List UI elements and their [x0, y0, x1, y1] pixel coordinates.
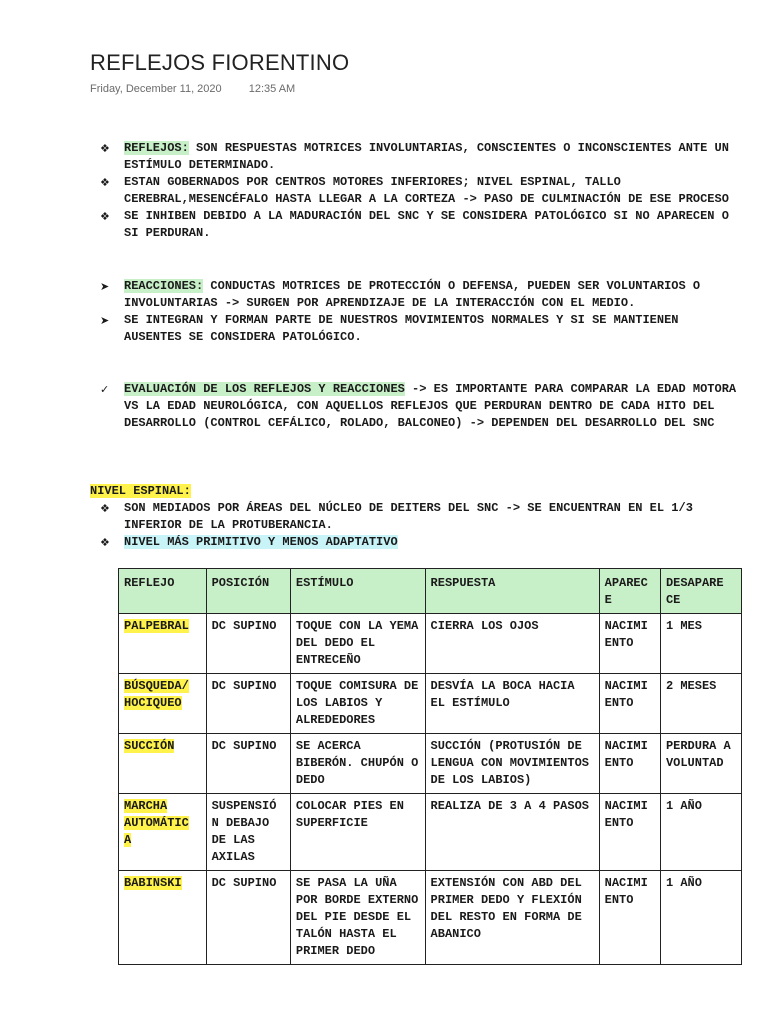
reflexes-table: [118, 568, 742, 965]
table-row: [119, 734, 742, 794]
page-date: Friday, December 11, 2020: [90, 83, 222, 95]
list-item: [100, 534, 740, 551]
table-row: [119, 674, 742, 734]
nivel-heading-text: NIVEL ESPINAL:: [90, 484, 191, 498]
table-cell: 2 MESES: [660, 674, 741, 734]
table-cell: 1 AÑO: [660, 871, 741, 965]
table-cell: DC SUPINO: [206, 871, 290, 965]
list-item-text: NIVEL MÁS PRIMITIVO Y MENOS ADAPTATIVO: [124, 535, 398, 549]
reflejo-name: BÚSQUEDA/ HOCIQUEO: [124, 679, 189, 710]
nivel-espinal-heading: [90, 483, 191, 500]
table-cell: SUCCIÓN (PROTUSIÓN DE LENGUA CON MOVIMIENTOS DE LOS LABIOS): [425, 734, 599, 794]
list-item-text: -> ES IMPORTANTE PARA COMPARAR LA EDAD MOTORA VS LA EDAD NEUROLÓGICA, CON AQUELLOS REFLEJOS QUE PERDURAN DENTRO DE CADA HITO DEL DESARROLLO (CONTROL CEFÁLICO, ROLADO, BALCONEO) -> DEPENDEN DEL DESARROLLO DEL SNC: [124, 382, 737, 430]
table-header-row: [119, 569, 742, 614]
table-cell: TOQUE COMISURA DE LOS LABIOS Y ALREDEDORES: [290, 674, 425, 734]
list-item-text: SE INTEGRAN Y FORMAN PARTE DE NUESTROS MOVIMIENTOS NORMALES Y SI SE MANTIENEN AUSENTES SE CONSIDERA PATOLÓGICO.: [124, 313, 679, 344]
table-row: [119, 614, 742, 674]
diamond-bullet-icon: ❖: [100, 176, 110, 189]
diamond-bullet-icon: ❖: [100, 210, 110, 223]
table-header-cell: DESAPARE CE: [660, 569, 741, 614]
diamond-bullet-icon: ❖: [100, 536, 110, 549]
list-item-text: CONDUCTAS MOTRICES DE PROTECCIÓN O DEFENSA, PUEDEN SER VOLUNTARIOS O INVOLUNTARIAS -> SURGEN POR APRENDIZAJE DE LA INTERACCIÓN CON EL MEDIO.: [124, 279, 701, 310]
table-cell: 1 MES: [660, 614, 741, 674]
table-cell: TOQUE CON LA YEMA DEL DEDO EL ENTRECEÑO: [290, 614, 425, 674]
table-cell: EXTENSIÓN CON ABD DEL PRIMER DEDO Y FLEXIÓN DEL RESTO EN FORMA DE ABANICO: [425, 871, 599, 965]
reacciones-section: [100, 278, 740, 346]
page-title: REFLEJOS FIORENTINO: [90, 50, 350, 75]
list-item: [100, 500, 740, 534]
table-cell: NACIMI ENTO: [599, 871, 660, 965]
list-item: [100, 312, 740, 346]
list-item-text: SON RESPUESTAS MOTRICES INVOLUNTARIAS, CONSCIENTES O INCONSCIENTES ANTE UN ESTÍMULO DETERMINADO.: [124, 141, 729, 172]
table-cell-reflejo: [119, 734, 207, 794]
table-header-cell: ESTÍMULO: [290, 569, 425, 614]
reacciones-label: REACCIONES:: [124, 279, 204, 293]
diamond-bullet-icon: ❖: [100, 142, 110, 155]
diamond-bullet-icon: ❖: [100, 502, 110, 515]
table-cell: SE PASA LA UÑA POR BORDE EXTERNO DEL PIE DESDE EL TALÓN HASTA EL PRIMER DEDO: [290, 871, 425, 965]
table-cell-reflejo: [119, 794, 207, 871]
table-cell: SE ACERCA BIBERÓN. CHUPÓN O DEDO: [290, 734, 425, 794]
table-cell-reflejo: [119, 614, 207, 674]
list-item: [100, 140, 740, 174]
table-cell-reflejo: [119, 871, 207, 965]
evaluacion-label: EVALUACIÓN DE LOS REFLEJOS Y REACCIONES: [124, 382, 405, 396]
table-cell: REALIZA DE 3 A 4 PASOS: [425, 794, 599, 871]
table-cell: NACIMI ENTO: [599, 794, 660, 871]
table-header-cell: RESPUESTA: [425, 569, 599, 614]
list-item-text: ESTAN GOBERNADOS POR CENTROS MOTORES INFERIORES; NIVEL ESPINAL, TALLO CEREBRAL,MESENCÉFALO HASTA LLEGAR A LA CORTEZA -> PASO DE CULMINACIÓN DE ESE PROCESO: [124, 175, 729, 206]
page-cutoff-mask: [0, 976, 768, 1024]
table-cell: DC SUPINO: [206, 734, 290, 794]
table-header-cell: POSICIÓN: [206, 569, 290, 614]
table-cell: PERDURA A VOLUNTAD: [660, 734, 741, 794]
table-cell: SUSPENSIÓ N DEBAJO DE LAS AXILAS: [206, 794, 290, 871]
list-item: [100, 381, 740, 432]
table-cell: NACIMI ENTO: [599, 614, 660, 674]
page-time: 12:35 AM: [248, 83, 296, 95]
list-item-text: SE INHIBEN DEBIDO A LA MADURACIÓN DEL SNC Y SE CONSIDERA PATOLÓGICO SI NO APARECEN O SI PERDURAN.: [124, 209, 729, 240]
evaluacion-section: [100, 381, 740, 432]
list-item-text: SON MEDIADOS POR ÁREAS DEL NÚCLEO DE DEITERS DEL SNC -> SE ENCUENTRAN EN EL 1/3 INFERIOR DE LA PROTUBERANCIA.: [124, 501, 693, 532]
nivel-espinal-list: [100, 500, 740, 551]
arrow-bullet-icon: ➤: [100, 280, 110, 293]
table-cell: 1 AÑO: [660, 794, 741, 871]
reflejos-section: [100, 140, 740, 242]
table-cell: CIERRA LOS OJOS: [425, 614, 599, 674]
table-cell: NACIMI ENTO: [599, 734, 660, 794]
checkmark-bullet-icon: ✓: [100, 383, 110, 396]
reflejo-name: SUCCIÓN: [124, 739, 175, 753]
table-cell: NACIMI ENTO: [599, 674, 660, 734]
list-item: [100, 174, 740, 208]
page-timestamp: [90, 83, 295, 95]
reflejo-name: BABINSKI: [124, 876, 182, 890]
table-row: [119, 794, 742, 871]
table-header-cell: APAREC E: [599, 569, 660, 614]
arrow-bullet-icon: ➤: [100, 314, 110, 327]
table-cell: DESVÍA LA BOCA HACIA EL ESTÍMULO: [425, 674, 599, 734]
reflejos-label: REFLEJOS:: [124, 141, 189, 155]
table-row: [119, 871, 742, 965]
table-header-cell: REFLEJO: [119, 569, 207, 614]
list-item: [100, 278, 740, 312]
reflejo-name: MARCHA AUTOMÁTIC A: [124, 799, 189, 847]
reflejo-name: PALPEBRAL: [124, 619, 189, 633]
table-cell: COLOCAR PIES EN SUPERFICIE: [290, 794, 425, 871]
table-cell-reflejo: [119, 674, 207, 734]
list-item: [100, 208, 740, 242]
table-cell: DC SUPINO: [206, 614, 290, 674]
table-cell: DC SUPINO: [206, 674, 290, 734]
